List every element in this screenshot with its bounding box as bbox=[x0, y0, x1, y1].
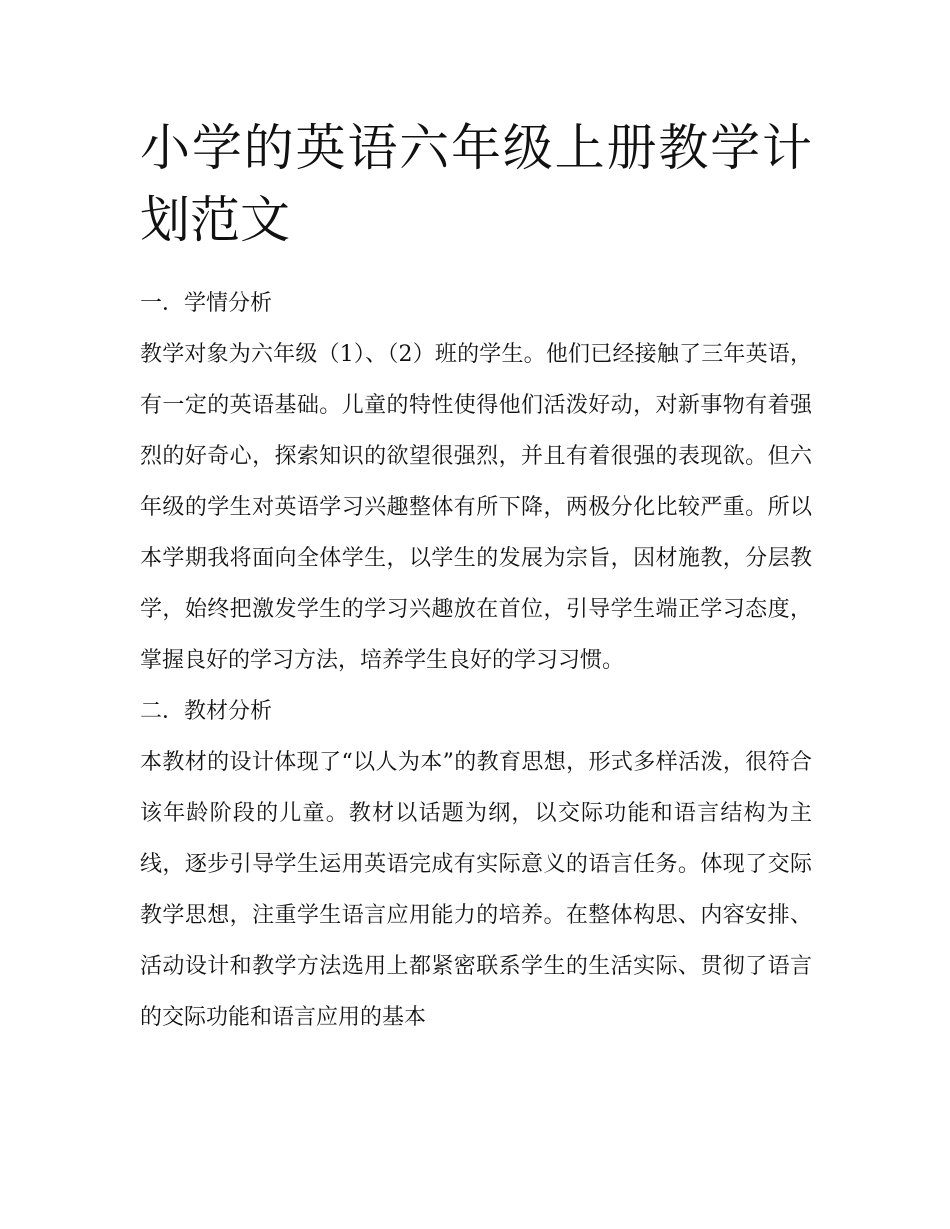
section-student-analysis bbox=[140, 278, 812, 686]
section-heading: 二．教材分析 bbox=[140, 699, 273, 724]
document-title: 小学的英语六年级上册教学计划范文 bbox=[140, 119, 812, 249]
section-paragraph: 本教材的设计体现了“以人为本”的教育思想，形式多样活泼，很符合该年龄阶段的儿童。教材以话题为纲，以交际功能和语言结构为主线，逐步引导学生运用英语完成有实际意义的语言任务。体现了交际教学思想，注重学生语言应用能力的培养。在整体构思、内容安排、活动设计和教学方法选用上都紧密联系学生的生活实际、贯彻了语言的交际功能和语言应用的基本 bbox=[140, 750, 812, 1030]
section-heading: 一．学情分析 bbox=[140, 291, 273, 316]
section-textbook-analysis bbox=[140, 686, 812, 1043]
document-body bbox=[140, 112, 812, 1043]
section-paragraph: 教学对象为六年级（1）、（2）班的学生。他们已经接触了三年英语，有一定的英语基础。儿童的特性使得他们活泼好动，对新事物有着强烈的好奇心，探索知识的欲望很强烈，并且有着很强的表现欲。但六年级的学生对英语学习兴趣整体有所下降，两极分化比较严重。所以本学期我将面向全体学生，以学生的发展为宗旨，因材施教，分层教学，始终把激发学生的学习兴趣放在首位，引导学生端正学习态度，掌握良好的学习方法，培养学生良好的学习习惯。 bbox=[140, 342, 812, 673]
